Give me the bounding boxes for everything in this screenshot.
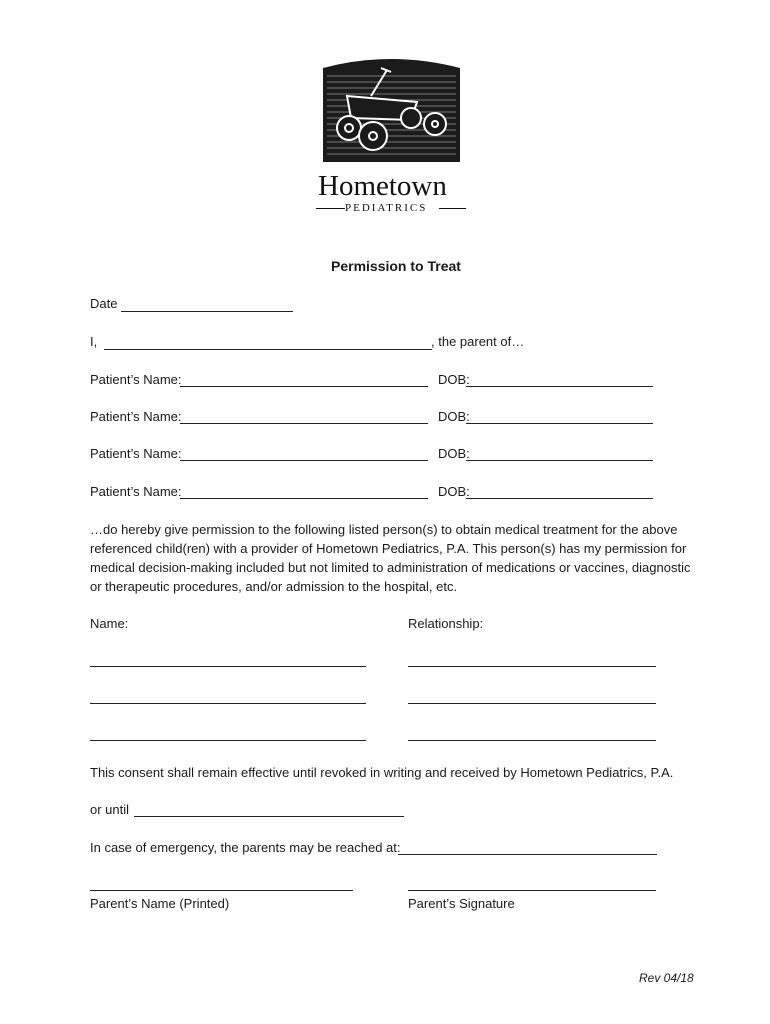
consent-text: This consent shall remain effective until revoked in writing and received by Hometown Pediatrics, P.A. (90, 765, 674, 780)
patient-name-field[interactable] (180, 386, 428, 387)
person-name-field[interactable] (90, 740, 366, 741)
date-label: Date (90, 296, 118, 311)
patient-name-label: Patient’s Name: (90, 446, 182, 461)
dob-label: DOB: (438, 484, 470, 499)
dob-field[interactable] (466, 423, 653, 424)
dob-label: DOB: (438, 446, 470, 461)
person-name-field[interactable] (90, 666, 366, 667)
brand-rule-right (439, 208, 466, 209)
patient-name-field[interactable] (180, 423, 428, 424)
brand-name: Hometown (318, 170, 447, 202)
relationship-field[interactable] (408, 740, 656, 741)
patient-name-label: Patient’s Name: (90, 484, 182, 499)
dob-field[interactable] (466, 386, 653, 387)
relationship-field[interactable] (408, 703, 656, 704)
emergency-contact-field[interactable] (398, 854, 657, 855)
patient-name-label: Patient’s Name: (90, 372, 182, 387)
revision-label: Rev 04/18 (639, 971, 694, 985)
patient-name-field[interactable] (180, 498, 428, 499)
dob-label: DOB: (438, 372, 470, 387)
parent-signature-field[interactable] (408, 890, 656, 891)
person-name-field[interactable] (90, 703, 366, 704)
wagon-logo-icon (319, 56, 464, 164)
brand-rule-left (316, 208, 345, 209)
brand-subtitle: PEDIATRICS (345, 202, 428, 214)
patient-name-label: Patient’s Name: (90, 409, 182, 424)
relationship-field[interactable] (408, 666, 656, 667)
patient-name-field[interactable] (180, 460, 428, 461)
page-title: Permission to Treat (331, 258, 461, 274)
emergency-label: In case of emergency, the parents may be reached at: (90, 840, 401, 855)
relationship-column-header: Relationship: (408, 616, 484, 631)
dob-label: DOB: (438, 409, 470, 424)
dob-field[interactable] (466, 498, 653, 499)
dob-field[interactable] (466, 460, 653, 461)
date-field[interactable] (121, 311, 293, 312)
signature-label: Parent’s Signature (408, 896, 515, 911)
name-column-header: Name: (90, 616, 129, 631)
parent-printed-name-field[interactable] (90, 890, 353, 891)
parent-name-field[interactable] (104, 349, 432, 350)
or-until-field[interactable] (134, 816, 404, 817)
or-until-label: or until (90, 802, 130, 817)
parent-of-label: , the parent of… (431, 334, 525, 349)
printed-name-label: Parent’s Name (Printed) (90, 896, 230, 911)
permission-paragraph: …do hereby give permission to the following listed person(s) to obtain medical treatment for the above referenced child(ren) with a provider of Hometown Pediatrics, P.A. This person(s) has my permission for medical decision-making included but not limited to administration of medications or vaccines, diagnostic or therapeutic procedures, and/or admission to the hospital, etc. (90, 522, 691, 594)
i-label: I, (90, 334, 98, 349)
